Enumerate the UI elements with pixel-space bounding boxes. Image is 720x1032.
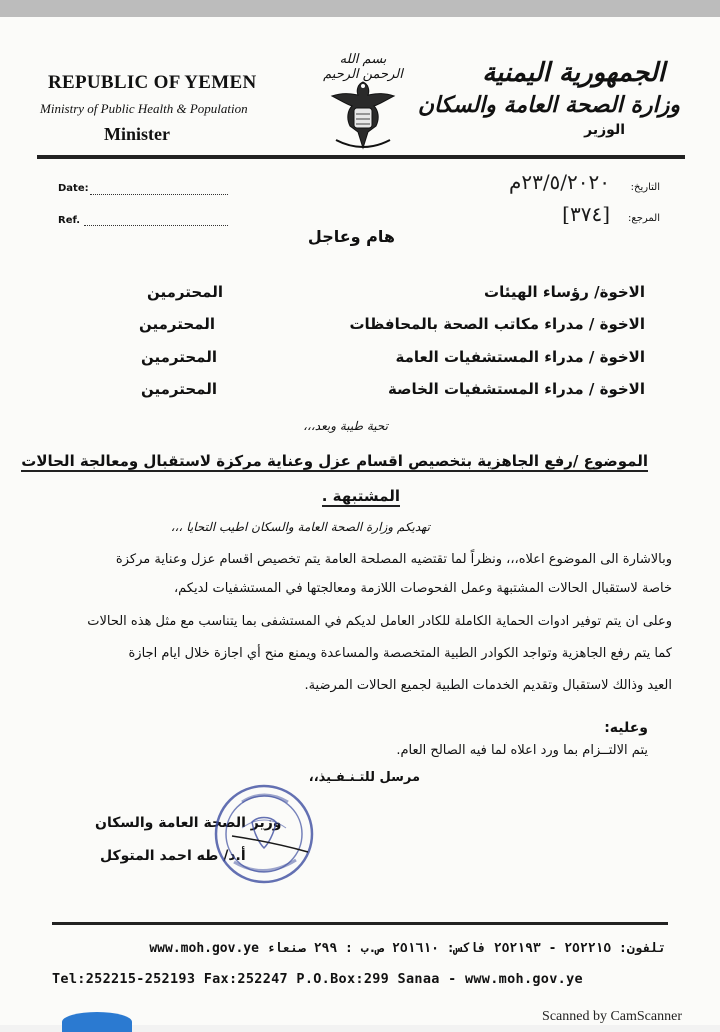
date-value: ٢٣/٥/٢٠٢٠م	[508, 170, 610, 194]
ref-label-en: Ref.	[58, 215, 81, 226]
scanner-top-bar	[0, 0, 720, 17]
subject-line-2: المشتبهة .	[321, 487, 400, 505]
footer-ar-contact: تلفون: ٢٥٢٢١٥ - ٢٥٢١٩٣ فاكس: ٢٥١٦١٠ ص.ب : ٢٩٩ صنعاء www.moh.gov.ye	[149, 941, 666, 956]
body-line: وبالاشارة الى الموضوع اعلاه،،، ونظراً لما تقتضيه المصلحة العامة يتم تخصيص اقسام عزل وعناية مركزة	[115, 552, 672, 567]
body-line: كما يتم رفع الجاهزية وتواجد الكوادر الطبية المتخصصة والمساعدة ويمنع منح أي اجازة خلال ايام اجازة	[128, 646, 672, 661]
header-en-ministry: Ministry of Public Health & Population	[40, 101, 248, 116]
addressee-honor: المحترمين	[146, 283, 223, 301]
footer-en-contact: Tel:252215-252193 Fax:252247 P.O.Box:299 Sanaa - www.moh.gov.ye	[52, 971, 583, 987]
ministry-stamp-icon	[212, 782, 316, 886]
footer-divider	[52, 922, 668, 925]
body-line: العيد وذالك لاستقبال وتقديم الخدمات الطبية لجميع الحالات المرضية.	[304, 678, 672, 693]
signature-name: أ.د/ طه احمد المتوكل	[100, 848, 246, 864]
addressee-to: الاخوة / مدراء المستشفيات العامة	[395, 348, 645, 366]
header-ar-country: الجمهورية اليمنية	[482, 58, 665, 88]
header-en-country: REPUBLIC OF YEMEN	[48, 72, 257, 93]
addressee-honor: المحترمين	[138, 315, 215, 333]
salutation: تهديكم وزارة الصحة العامة والسكان اطيب التحايا ،،،	[170, 520, 430, 534]
date-label-ar: التاريخ:	[630, 182, 660, 193]
camscanner-watermark: Scanned by CamScanner	[542, 1009, 682, 1024]
wa-alayh-label: وعليه:	[604, 720, 648, 736]
addressee-honor: المحترمين	[140, 380, 217, 398]
ref-line-en	[84, 225, 228, 226]
header-divider	[37, 155, 685, 159]
closing-line: يتم الالتــزام بما ورد اعلاه لما فيه الصالح العام.	[396, 743, 648, 758]
body-line: خاصة لاستقبال الحالات المشتبهة وعمل الفحوصات اللازمة ومعالجتها في المستشفيات لديكم،	[173, 581, 672, 596]
eagle-emblem-icon	[318, 70, 408, 160]
addressee-to: الاخوة / مدراء المستشفيات الخاصة	[387, 380, 645, 398]
sent-for-execution: مرسل للتـنـفـيذ،،	[308, 770, 420, 785]
addressee-honor: المحترمين	[140, 348, 217, 366]
header-ar-ministry: وزارة الصحة العامة والسكان	[417, 92, 680, 118]
urgent-heading: هام وعاجل	[307, 227, 395, 246]
basmala: بسم الله الرحمن الرحيم	[323, 52, 403, 82]
date-label-en: Date:	[58, 183, 89, 194]
greeting: تحية طيبة وبعد،،،	[303, 419, 388, 433]
addressee-to: الاخوة/ رؤساء الهيئات	[484, 283, 645, 301]
body-line: وعلى ان يتم توفير ادوات الحماية الكاملة للكادر العامل لديكم في المستشفى بما يتناسب مع مثل هذه الحالات	[87, 614, 672, 629]
ref-value: [٣٧٤]	[562, 202, 610, 226]
subject-line-1: الموضوع /رفع الجاهزية بتخصيص اقسام عزل وعناية مركزة لاستقبال ومعالجة الحالات	[21, 452, 648, 470]
scanner-badge-icon	[62, 1012, 132, 1032]
signature-title: وزير الصحة العامة والسكان	[95, 815, 282, 831]
header-ar-minister: الوزير	[584, 122, 625, 138]
header-en-minister: Minister	[104, 124, 170, 144]
addressee-to: الاخوة / مدراء مكاتب الصحة بالمحافظات	[349, 315, 645, 333]
date-line-en	[90, 194, 228, 195]
ref-label-ar: المرجع:	[628, 213, 660, 224]
